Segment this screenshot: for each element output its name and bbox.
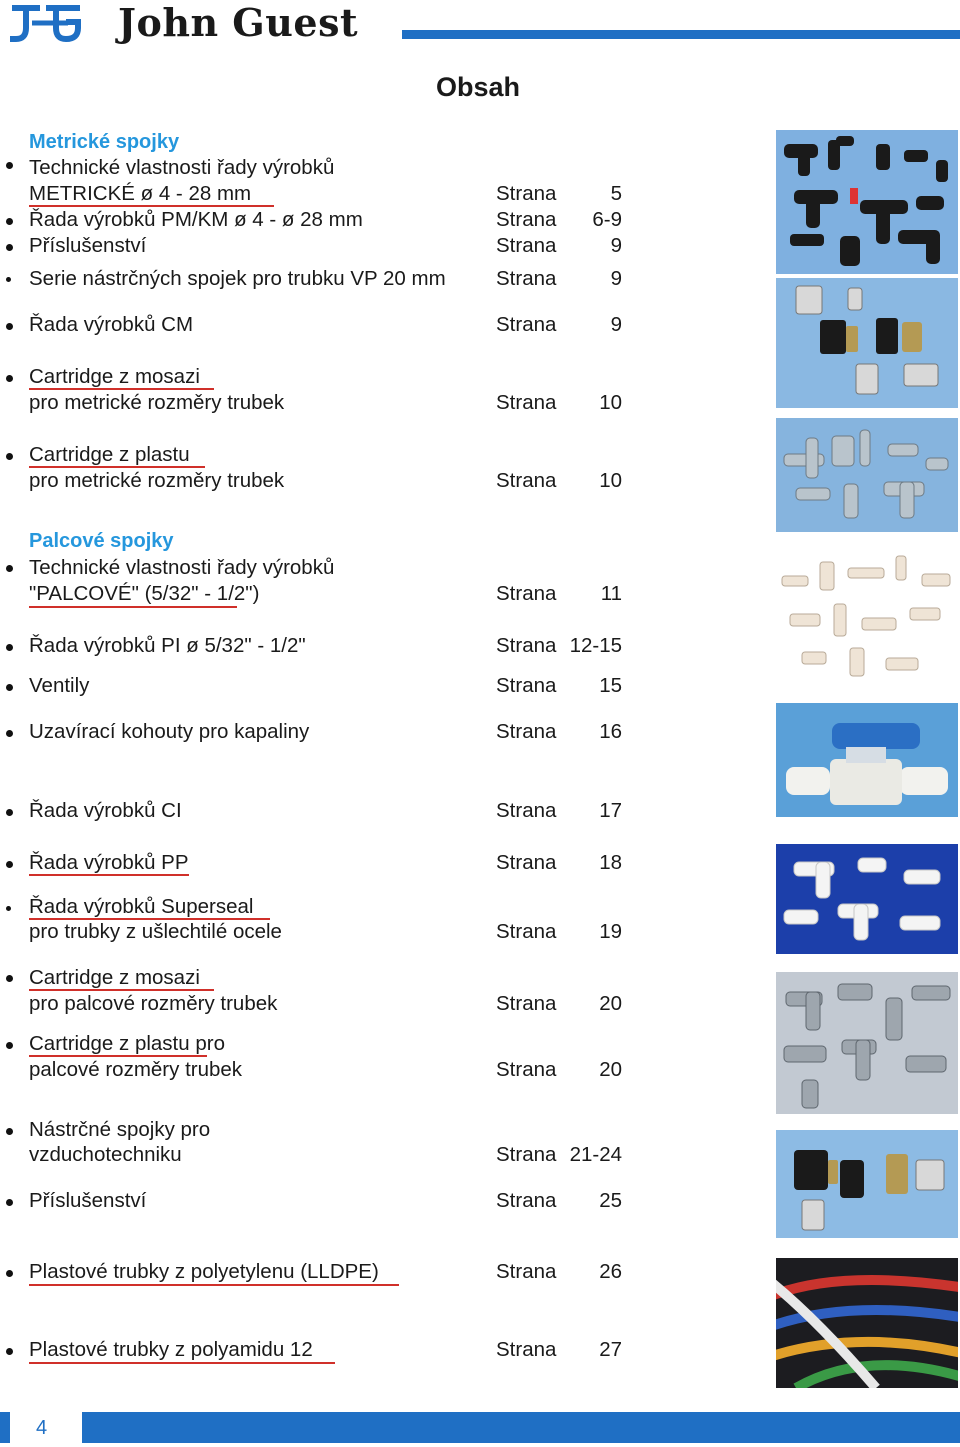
- strana-label: Strana: [496, 208, 557, 231]
- strana-label: Strana: [496, 582, 557, 605]
- product-photo-plastic-tubing: [776, 1258, 958, 1388]
- product-photo-metric-fittings: [776, 130, 958, 274]
- toc-page-number[interactable]: 11: [600, 582, 622, 605]
- toc-entry-line: Plastové trubky z polyetylenu (LLDPE): [29, 1260, 379, 1283]
- section-heading-metric: Metrické spojky: [29, 131, 180, 153]
- strana-label: Strana: [496, 1143, 557, 1166]
- toc-entry-line: Cartridge z plastu: [29, 443, 190, 466]
- product-photo-brass-cartridges: [776, 278, 958, 408]
- product-photo-plastic-cartridges: [776, 418, 958, 532]
- toc-page-number[interactable]: 10: [599, 391, 622, 414]
- strana-label: Strana: [496, 920, 557, 943]
- red-underline: [29, 989, 214, 991]
- bullet: [6, 218, 13, 225]
- toc-entry-line: Technické vlastnosti řady výrobků: [29, 556, 335, 579]
- john-guest-logo: [6, 2, 86, 44]
- strana-label: Strana: [496, 234, 557, 257]
- toc-entry-line: pro trubky z ušlechtilé ocele: [29, 920, 282, 943]
- toc-entry-line: Technické vlastnosti řady výrobků: [29, 156, 335, 179]
- header-bar: [402, 30, 960, 39]
- bullet: [6, 861, 13, 868]
- toc-page-number[interactable]: 25: [599, 1189, 622, 1212]
- strana-label: Strana: [496, 992, 557, 1015]
- red-underline: [29, 606, 237, 608]
- strana-label: Strana: [496, 469, 557, 492]
- red-underline: [29, 1362, 335, 1364]
- strana-label: Strana: [496, 391, 557, 414]
- strana-label: Strana: [496, 1058, 557, 1081]
- bullet: [6, 684, 13, 691]
- toc-entry-line: Řada výrobků CM: [29, 313, 194, 336]
- strana-label: Strana: [496, 851, 557, 874]
- product-photo-steel-fittings: [776, 972, 958, 1114]
- toc-entry-line: pro metrické rozměry trubek: [29, 391, 285, 414]
- bullet: [6, 906, 11, 911]
- red-underline: [29, 205, 274, 207]
- bullet: [6, 565, 13, 572]
- red-underline: [29, 388, 214, 390]
- product-photo-pp-fittings: [776, 844, 958, 954]
- bullet: [6, 1348, 13, 1355]
- toc-entry-line: Řada výrobků PM/KM ø 4 - ø 28 mm: [29, 208, 363, 231]
- red-underline: [29, 1055, 207, 1057]
- toc-page-number[interactable]: 20: [599, 1058, 622, 1081]
- strana-label: Strana: [496, 267, 557, 290]
- toc-page-number[interactable]: 5: [610, 182, 622, 205]
- toc-page-number[interactable]: 16: [599, 720, 622, 743]
- bullet: [6, 1199, 13, 1206]
- bullet: [6, 323, 13, 330]
- footer-bar: [0, 1412, 960, 1443]
- strana-label: Strana: [496, 1189, 557, 1212]
- bullet: [6, 375, 13, 382]
- toc-entry-line: palcové rozměry trubek: [29, 1058, 243, 1081]
- strana-label: Strana: [496, 1260, 557, 1283]
- red-underline: [29, 1284, 399, 1286]
- red-underline: [29, 466, 205, 468]
- strana-label: Strana: [496, 674, 557, 697]
- bullet: [6, 809, 13, 816]
- toc-entry-line: pro metrické rozměry trubek: [29, 469, 285, 492]
- toc-page-number[interactable]: 10: [599, 469, 622, 492]
- toc-page-number[interactable]: 9: [610, 267, 622, 290]
- toc-page-number[interactable]: 27: [599, 1338, 622, 1361]
- toc-page-number[interactable]: 26: [599, 1260, 622, 1283]
- toc-entry-line: pro palcové rozměry trubek: [29, 992, 278, 1015]
- brand-name: John Guest: [118, 0, 359, 45]
- toc-page-number[interactable]: 20: [599, 992, 622, 1015]
- toc-entry-line: Cartridge z mosazi: [29, 365, 200, 388]
- bullet: [6, 1128, 13, 1135]
- toc-entry-line: Serie nástrčných spojek pro trubku VP 20 mm: [29, 267, 446, 290]
- toc-entry-line: Cartridge z plastu pro: [29, 1032, 225, 1055]
- bullet: [6, 162, 13, 169]
- section-heading-inch: Palcové spojky: [29, 530, 174, 552]
- toc-page-number[interactable]: 9: [610, 313, 622, 336]
- toc-page-number[interactable]: 17: [599, 799, 622, 822]
- page-title: Obsah: [436, 72, 521, 102]
- bullet: [6, 1270, 13, 1277]
- toc-entry-line: Řada výrobků PP: [29, 851, 189, 874]
- toc-page-number[interactable]: 6-9: [592, 208, 622, 231]
- toc-entry-line: vzduchotechniku: [29, 1143, 182, 1166]
- toc-page-number[interactable]: 18: [599, 851, 622, 874]
- product-photo-shutoff-valve: [776, 703, 958, 817]
- toc-page-number[interactable]: 21-24: [569, 1143, 622, 1166]
- bullet: [6, 644, 13, 651]
- bullet: [6, 730, 13, 737]
- toc-entry-line: Ventily: [29, 674, 90, 697]
- toc-entry-line: Řada výrobků CI: [29, 799, 182, 822]
- toc-entry-line: Příslušenství: [29, 1189, 147, 1212]
- toc-entry-line: METRICKÉ ø 4 - 28 mm: [29, 182, 252, 205]
- toc-page-number[interactable]: 19: [599, 920, 622, 943]
- strana-label: Strana: [496, 1338, 557, 1361]
- toc-page-number[interactable]: 9: [610, 234, 622, 257]
- toc-entry-line: Nástrčné spojky pro: [29, 1118, 211, 1141]
- strana-label: Strana: [496, 799, 557, 822]
- bullet: [6, 277, 11, 282]
- toc-entry-line: Cartridge z mosazi: [29, 966, 200, 989]
- strana-label: Strana: [496, 634, 557, 657]
- toc-entry-line: Příslušenství: [29, 234, 147, 257]
- toc-entry-line: Řada výrobků PI ø 5/32" - 1/2": [29, 634, 306, 657]
- bullet: [6, 1042, 13, 1049]
- bullet: [6, 244, 13, 251]
- toc-entry-line: Plastové trubky z polyamidu 12: [29, 1338, 313, 1361]
- toc-page-number[interactable]: 15: [599, 674, 622, 697]
- product-photo-pneumatic-fittings: [776, 1130, 958, 1238]
- bullet: [6, 453, 13, 460]
- toc-entry-line: Řada výrobků Superseal: [29, 895, 254, 918]
- toc-page-number[interactable]: 12-15: [569, 634, 622, 657]
- toc-entry-line: Uzavírací kohouty pro kapaliny: [29, 720, 310, 743]
- product-photo-inch-fittings: [776, 548, 958, 686]
- strana-label: Strana: [496, 720, 557, 743]
- strana-label: Strana: [496, 313, 557, 336]
- page-number: 4: [36, 1417, 48, 1439]
- toc-entry-line: "PALCOVÉ" (5/32" - 1/2"): [29, 582, 260, 605]
- bullet: [6, 975, 13, 982]
- red-underline: [29, 874, 189, 876]
- strana-label: Strana: [496, 182, 557, 205]
